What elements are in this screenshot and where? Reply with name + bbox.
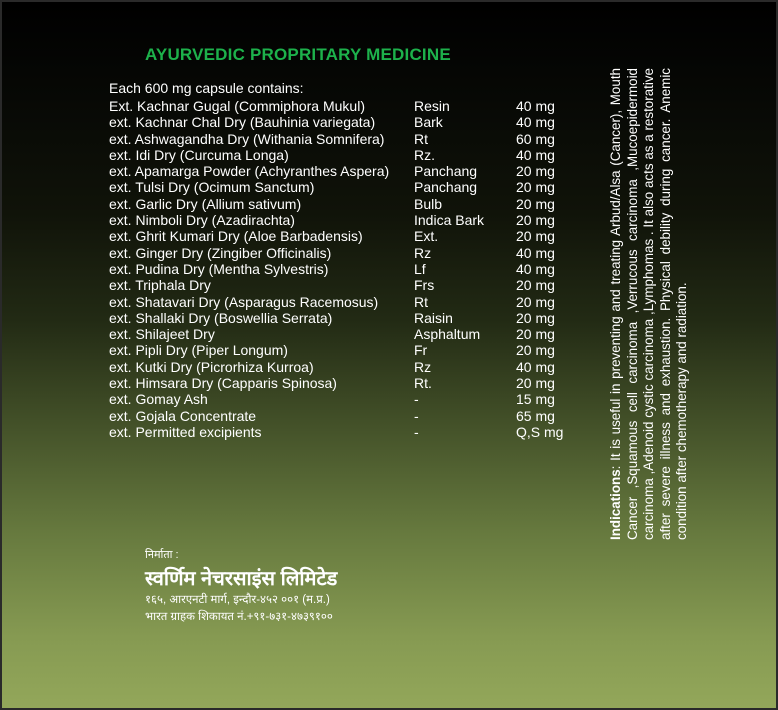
ingredient-name: ext. Shallaki Dry (Boswellia Serrata) xyxy=(109,309,333,326)
ingredient-row xyxy=(109,163,589,179)
ingredient-row xyxy=(109,310,589,326)
ingredient-name: Ext. Kachnar Gugal (Commiphora Mukul) xyxy=(109,98,365,114)
ingredient-dose: 15 mg xyxy=(516,391,555,408)
ingredient-dose: 20 mg xyxy=(516,179,555,196)
ingredient-name: ext. Shatavari Dry (Asparagus Racemosus) xyxy=(109,293,379,310)
ingredient-dose: 40 mg xyxy=(516,114,555,131)
ingredient-part: Rz. xyxy=(414,146,435,163)
ingredient-row xyxy=(109,147,589,163)
ingredient-row xyxy=(109,261,589,277)
ingredient-name: ext. Triphala Dry xyxy=(109,277,211,294)
ingredient-row xyxy=(109,228,589,244)
ingredient-part: Bark xyxy=(414,114,443,131)
ingredient-name: ext. Permitted excipients xyxy=(109,423,262,440)
ingredient-name: ext. Pudina Dry (Mentha Sylvestris) xyxy=(109,260,329,277)
ingredient-name: ext. Ginger Dry (Zingiber Officinalis) xyxy=(109,244,332,261)
ingredient-name: ext. Pipli Dry (Piper Longum) xyxy=(109,342,288,359)
ingredient-name: ext. Apamarga Powder (Achyranthes Aspera) xyxy=(109,163,390,180)
ingredient-part: Indica Bark xyxy=(414,212,485,229)
composition-intro: Each 600 mg capsule contains: xyxy=(109,80,304,96)
ingredient-dose: 20 mg xyxy=(516,342,555,359)
ingredient-list xyxy=(109,98,589,440)
indications-body: : It is useful in preventing and treating Arbud/Alsa (Cancer), Mouth Cancer ,Squamous cell carcinoma ,Verrucous carcinoma ,Mucoepidermoid carcinoma ,Adenoid cystic carcinoma ,Lymphomas . It also acts as a restorative after severe illness and exhaustion. Physical debility during cancer. Anemic condition after chemotherapy and radiation. xyxy=(608,68,689,540)
ingredient-part: - xyxy=(414,391,419,408)
ingredient-name: ext. Kachnar Chal Dry (Bauhinia variegata) xyxy=(109,114,376,131)
ingredient-row xyxy=(109,212,589,228)
product-heading: AYURVEDIC PROPRITARY MEDICINE xyxy=(145,45,451,64)
ingredient-row xyxy=(109,245,589,261)
ingredient-part: Asphaltum xyxy=(414,326,481,343)
ingredient-part: Ext. xyxy=(414,228,439,245)
ingredient-dose: 20 mg xyxy=(516,228,555,245)
ingredient-name: ext. Ashwagandha Dry (Withania Somnifera) xyxy=(109,130,385,147)
ingredient-row xyxy=(109,114,589,130)
ingredient-dose: 40 mg xyxy=(516,98,555,114)
ingredient-name: ext. Nimboli Dry (Azadirachta) xyxy=(109,212,295,229)
ingredient-part: Rz xyxy=(414,358,432,375)
ingredient-part: Rt xyxy=(414,130,428,147)
ingredient-dose: 40 mg xyxy=(516,358,555,375)
ingredient-row xyxy=(109,277,589,293)
ingredient-row xyxy=(109,196,589,212)
ingredient-row xyxy=(109,424,589,440)
ingredient-dose: 20 mg xyxy=(516,375,555,392)
ingredient-row xyxy=(109,375,589,391)
manufacturer-block xyxy=(145,548,337,626)
ingredient-part: Fr xyxy=(414,342,428,359)
ingredient-dose: 65 mg xyxy=(516,407,555,424)
ingredient-row xyxy=(109,179,589,195)
ingredient-row xyxy=(109,98,589,114)
ingredient-dose: 20 mg xyxy=(516,163,555,180)
ingredient-row xyxy=(109,408,589,424)
ingredient-dose: 40 mg xyxy=(516,244,555,261)
ingredient-row xyxy=(109,326,589,342)
ingredient-part: Panchang xyxy=(414,163,478,180)
ingredient-name: ext. Himsara Dry (Capparis Spinosa) xyxy=(109,375,337,392)
ingredient-row xyxy=(109,131,589,147)
ingredient-name: ext. Ghrit Kumari Dry (Aloe Barbadensis) xyxy=(109,228,363,245)
indications-text xyxy=(608,68,691,540)
ingredient-dose: 20 mg xyxy=(516,309,555,326)
ingredient-part: Lf xyxy=(414,260,426,277)
ingredient-part: Rz xyxy=(414,244,432,261)
ingredient-name: ext. Shilajeet Dry xyxy=(109,326,215,343)
ingredient-part: Raisin xyxy=(414,309,453,326)
ingredient-part: - xyxy=(414,407,419,424)
manufacturer-address: १६५, आरएनटी मार्ग, इन्दौर-४५२ ००१ (म.प्र.) xyxy=(145,594,330,606)
ingredient-part: Rt. xyxy=(414,375,432,392)
manufacturer-helpline: भारत ग्राहक शिकायत नं.+९१-७३१-४७३९१०० xyxy=(145,611,333,623)
ingredient-name: ext. Idi Dry (Curcuma Longa) xyxy=(109,146,289,163)
ingredient-name: ext. Tulsi Dry (Ocimum Sanctum) xyxy=(109,179,315,196)
indications-label: Indications xyxy=(608,469,623,540)
ingredient-part: Resin xyxy=(414,98,450,114)
ingredient-part: Bulb xyxy=(414,195,443,212)
ingredient-dose: 20 mg xyxy=(516,277,555,294)
ingredient-part: Panchang xyxy=(414,179,478,196)
ingredient-part: - xyxy=(414,423,419,440)
ingredient-name: ext. Kutki Dry (Picrorhiza Kurroa) xyxy=(109,358,314,375)
ingredient-dose: 20 mg xyxy=(516,212,555,229)
ingredient-name: ext. Gojala Concentrate xyxy=(109,407,257,424)
ingredient-name: ext. Garlic Dry (Allium sativum) xyxy=(109,195,302,212)
ingredient-row xyxy=(109,359,589,375)
manufacturer-label: निर्माता : xyxy=(145,549,179,561)
ingredient-row xyxy=(109,342,589,358)
ingredient-part: Frs xyxy=(414,277,435,294)
ingredient-dose: 20 mg xyxy=(516,293,555,310)
ingredient-dose: 40 mg xyxy=(516,146,555,163)
ingredient-row xyxy=(109,294,589,310)
ingredient-row xyxy=(109,391,589,407)
ingredient-dose: 40 mg xyxy=(516,260,555,277)
ingredient-dose: 20 mg xyxy=(516,326,555,343)
ingredient-dose: 20 mg xyxy=(516,195,555,212)
ingredient-dose: 60 mg xyxy=(516,130,555,147)
manufacturer-name: स्वर्णिम नेचरसाइंस लिमिटेड xyxy=(145,568,338,590)
ingredient-name: ext. Gomay Ash xyxy=(109,391,208,408)
ingredient-dose: Q,S mg xyxy=(516,423,564,440)
ingredient-part: Rt xyxy=(414,293,428,310)
